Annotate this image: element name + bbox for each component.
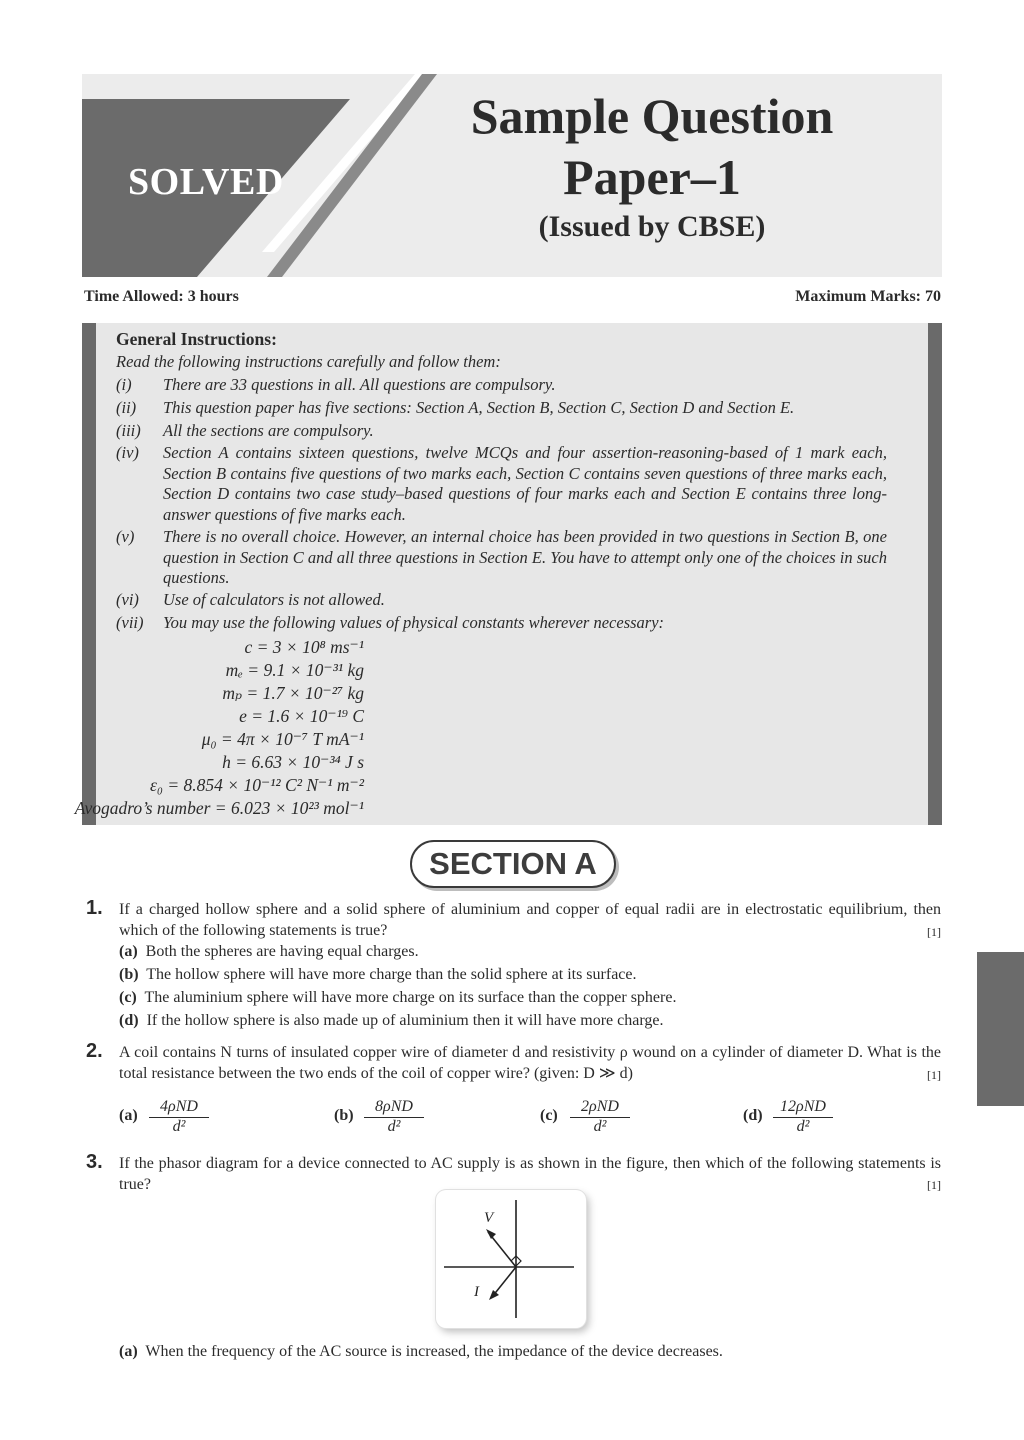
option-label: (c) (540, 1107, 558, 1124)
instructions-intro: Read the following instructions carefully and follow them: (116, 352, 501, 371)
option-text: The aluminium sphere will have more charge on its surface than the copper sphere. (144, 989, 677, 1006)
constant-proton-mass: mₚ = 1.7 × 10⁻²⁷ kg (222, 683, 364, 703)
solved-badge: SOLVED (128, 161, 284, 203)
phasor-diagram (436, 1190, 586, 1328)
title-line-2: Paper–1 (563, 149, 741, 205)
option-label: (b) (119, 966, 139, 983)
time-allowed: Time Allowed: 3 hours (84, 288, 239, 305)
fraction-denominator: d² (172, 1118, 186, 1135)
header-banner (82, 74, 942, 277)
fraction-numerator: 8ρND (364, 1097, 424, 1118)
instruction-text: There is no overall choice. However, an internal choice has been provided in two questions in Section B, one question in Section C and all three questions in Section E. You have to attempt only one of the choices in such questions. (163, 527, 887, 587)
option-fraction (743, 1097, 843, 1141)
question-text: If a charged hollow sphere and a solid sphere of aluminium and copper of equal radii are in electrostatic equilibrium, then which of the following statements is true? (119, 901, 941, 939)
instruction-number: (ii) (116, 398, 137, 417)
instructions-title: General Instructions: (116, 329, 277, 349)
instruction-number: (vi) (116, 590, 139, 609)
constant-permittivity: ε₀ = 8.854 × 10⁻¹² C² N⁻¹ m⁻² (149, 775, 364, 795)
fraction-denominator: d² (387, 1118, 401, 1135)
instruction-number: (vii) (116, 613, 144, 632)
title-line-1: Sample Question (470, 88, 834, 144)
option-text: The hollow sphere will have more charge than the solid sphere at its surface. (146, 966, 637, 983)
question-number: 1. (86, 897, 103, 919)
fraction-numerator: 2ρND (570, 1097, 630, 1118)
current-arrowhead (489, 1290, 499, 1300)
option-label: (a) (119, 1107, 138, 1124)
chapter-tab (977, 952, 1024, 1106)
question-option (119, 1012, 663, 1030)
option-fraction (334, 1097, 434, 1141)
option-fraction (540, 1097, 640, 1141)
instruction-text: Section A contains sixteen questions, twelve MCQs and four assertion-reasoning-based of 1 mark each, Section B contains five questions of two marks each, Section C contains seven questions of three marks each, Section D contains two case study–based questions of four marks each and Section E contains three long-answer questions of five marks each. (163, 443, 887, 524)
constant-electron-charge: e = 1.6 × 10⁻¹⁹ C (239, 706, 364, 726)
fraction-numerator: 4ρND (149, 1097, 209, 1118)
question-number: 3. (86, 1151, 103, 1173)
constant-electron-mass: mₑ = 9.1 × 10⁻³¹ kg (225, 660, 364, 680)
fraction-denominator: d² (796, 1118, 810, 1135)
question-option (119, 943, 419, 961)
fraction-denominator: d² (593, 1118, 607, 1135)
option-label: (a) (119, 1343, 138, 1360)
voltage-label: V (484, 1210, 494, 1226)
instruction-text: All the sections are compulsory. (163, 421, 374, 440)
instruction-number: (i) (116, 375, 132, 394)
instruction-text: There are 33 questions in all. All questions are compulsory. (163, 375, 556, 394)
option-text: If the hollow sphere is also made up of aluminium then it will have more charge. (146, 1012, 664, 1029)
instruction-text: This question paper has five sections: Section A, Section B, Section C, Section D and Section E. (163, 398, 795, 417)
option-label: (c) (119, 989, 137, 1006)
option-label: (d) (743, 1107, 763, 1124)
voltage-arrowhead (486, 1229, 496, 1239)
question-marks: [1] (927, 1178, 941, 1192)
maximum-marks: Maximum Marks: 70 (795, 288, 941, 305)
subtitle: (Issued by CBSE) (538, 210, 766, 243)
constant-permeability: μ₀ = 4π × 10⁻⁷ T mA⁻¹ (201, 729, 364, 749)
question-option (119, 989, 676, 1007)
constant-avogadro: Avogadro’s number = 6.023 × 10²³ mol⁻¹ (74, 798, 364, 818)
question-text: A coil contains N turns of insulated copper wire of diameter d and resistivity ρ wound on a cylinder of diameter D. What is the total resistance between the two ends of the coil of copper wire? (given: D ≫ d) (119, 1044, 941, 1082)
constant-planck: h = 6.63 × 10⁻³⁴ J s (222, 752, 364, 772)
option-text: Both the spheres are having equal charges. (145, 943, 419, 960)
instruction-number: (iii) (116, 421, 141, 440)
question-marks: [1] (927, 1068, 941, 1082)
current-label: I (474, 1284, 479, 1300)
instruction-text: You may use the following values of physical constants wherever necessary: (163, 613, 665, 632)
question-number: 2. (86, 1040, 103, 1062)
option-label: (d) (119, 1012, 139, 1029)
option-label: (a) (119, 943, 138, 960)
box-right-bar (928, 323, 942, 825)
constant-speed-of-light: c = 3 × 10⁸ ms⁻¹ (244, 637, 364, 657)
phasor-diagram-svg (436, 1190, 586, 1328)
question-marks: [1] (927, 925, 941, 939)
instruction-text: Use of calculators is not allowed. (163, 590, 385, 609)
question-text: If the phasor diagram for a device connected to AC supply is as shown in the figure, then which of the following statements is true? (119, 1155, 941, 1193)
option-label: (b) (334, 1107, 354, 1124)
option-text: When the frequency of the AC source is increased, the impedance of the device decreases. (145, 1343, 723, 1360)
instruction-number: (v) (116, 527, 135, 546)
question-option (119, 966, 637, 984)
option-fraction (119, 1097, 219, 1141)
fraction-numerator: 12ρND (773, 1097, 833, 1118)
instruction-number: (iv) (116, 443, 139, 462)
question-option (119, 1343, 723, 1361)
section-a-heading: SECTION A (410, 840, 616, 888)
